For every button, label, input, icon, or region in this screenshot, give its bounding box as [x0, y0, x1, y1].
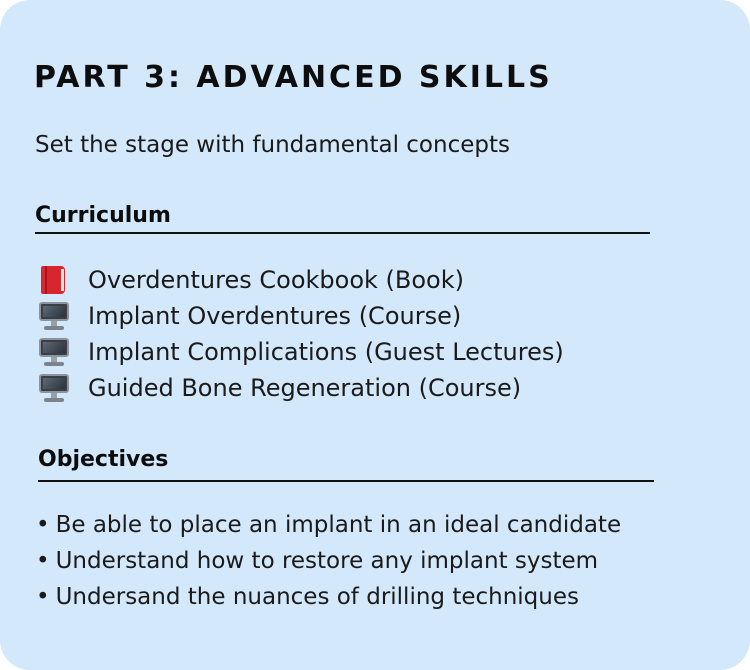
curriculum-item-label: Implant Complications (Guest Lectures): [88, 338, 564, 366]
curriculum-item: [38, 370, 564, 406]
objectives-list: [36, 507, 621, 615]
objectives-divider: [38, 480, 654, 482]
monitor-icon: [38, 373, 72, 403]
bullet: •: [36, 584, 50, 610]
curriculum-item: [38, 262, 564, 298]
book-icon: [38, 265, 72, 295]
monitor-icon: [38, 301, 72, 331]
objective-text: Undersand the nuances of drilling techniques: [55, 584, 579, 610]
curriculum-heading: Curriculum: [35, 203, 171, 228]
bullet: •: [36, 548, 50, 574]
curriculum-item-label: Overdentures Cookbook (Book): [88, 266, 464, 294]
monitor-icon: [38, 337, 72, 367]
objective-item: [36, 507, 621, 543]
curriculum-item-label: Guided Bone Regeneration (Course): [88, 374, 522, 402]
curriculum-divider: [35, 232, 650, 234]
objective-item: [36, 543, 621, 579]
objectives-heading: Objectives: [38, 447, 169, 472]
objective-item: [36, 579, 621, 615]
objective-text: Understand how to restore any implant system: [55, 548, 599, 574]
curriculum-list: [38, 262, 564, 406]
curriculum-item-label: Implant Overdentures (Course): [88, 302, 462, 330]
curriculum-item: [38, 334, 564, 370]
curriculum-item: [38, 298, 564, 334]
card-subtitle: Set the stage with fundamental concepts: [35, 132, 510, 158]
objective-text: Be able to place an implant in an ideal candidate: [55, 512, 622, 538]
bullet: •: [36, 512, 50, 538]
card-title: PART 3: ADVANCED SKILLS: [34, 60, 553, 95]
